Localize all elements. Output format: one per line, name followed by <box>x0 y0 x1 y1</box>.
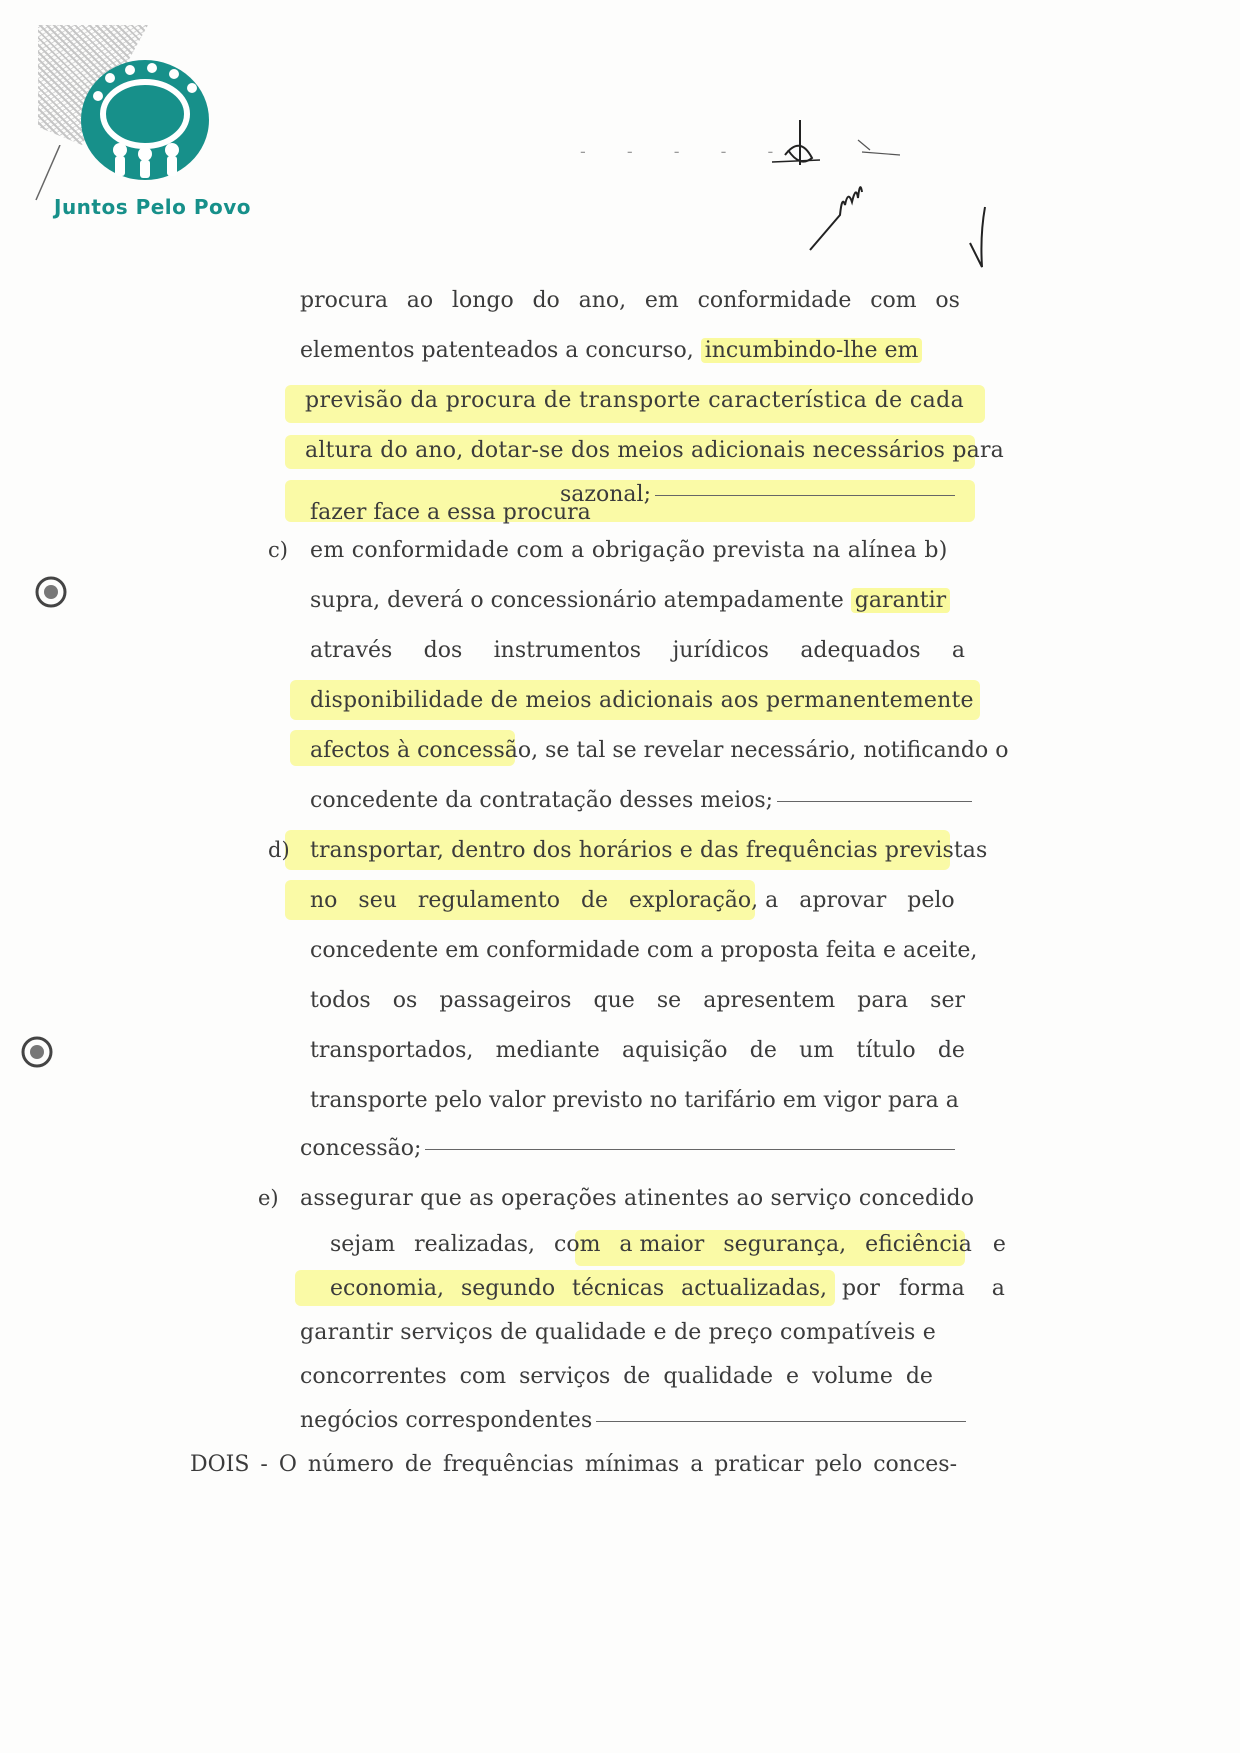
item-label-d: d) <box>268 838 290 862</box>
text-line <box>310 588 950 614</box>
stamp-icon <box>34 575 68 609</box>
logo-people-icon <box>80 58 210 183</box>
text-line <box>310 788 972 814</box>
word: de <box>749 1038 777 1063</box>
word: que <box>593 988 635 1013</box>
text-line: altura do ano, dotar-se dos meios adicionais necessários para <box>305 438 1005 463</box>
text: a <box>991 1276 1005 1301</box>
word: dos <box>423 638 463 663</box>
text: supra, deverá o concessionário atempadamente <box>310 588 844 613</box>
word: todos <box>310 988 371 1013</box>
word: em <box>644 288 679 313</box>
text-line <box>310 1038 965 1064</box>
text: por forma <box>841 1276 965 1301</box>
word: de <box>937 1038 965 1063</box>
word: ser <box>930 988 965 1013</box>
text-line <box>330 1232 1006 1258</box>
word: um <box>799 1038 835 1063</box>
handwritten-tick <box>960 205 1000 275</box>
logo-line-decoration <box>30 145 70 205</box>
word: procura <box>300 288 388 313</box>
word: com <box>870 288 917 313</box>
highlighted-text: garantir <box>851 588 950 613</box>
faint-dash-marks: - - - - - <box>580 142 792 161</box>
logo <box>30 25 270 225</box>
text: economia, segundo técnicas actualizadas, <box>330 1276 827 1301</box>
text-line: transportar, dentro dos horários e das frequências previstas <box>310 838 988 863</box>
word: os <box>935 288 960 313</box>
text-line: em conformidade com a obrigação prevista na alínea b) <box>310 538 948 563</box>
word: mediante <box>495 1038 600 1063</box>
word: ano, <box>578 288 627 313</box>
word: adequados <box>800 638 921 663</box>
text: negócios correspondentes <box>300 1408 593 1433</box>
text-line: concedente em conformidade com a proposta feita e aceite, <box>310 938 978 963</box>
text: concedente da contratação desses meios; <box>310 788 774 813</box>
word: longo <box>451 288 514 313</box>
text: maior segurança, eficiência <box>639 1232 972 1257</box>
word: passageiros <box>439 988 572 1013</box>
text: concessão; <box>300 1136 422 1161</box>
word: do <box>532 288 560 313</box>
item-label-c: c) <box>268 538 288 562</box>
text: se tal se revelar necessário, notificando o <box>545 738 1009 763</box>
text-line: fazer face a essa procura <box>310 500 591 525</box>
item-label-e: e) <box>258 1186 279 1210</box>
logo-text: Juntos Pelo Povo <box>54 195 252 219</box>
text-line: disponibilidade de meios adicionais aos permanentemente <box>310 688 974 713</box>
word: apresentem <box>703 988 836 1013</box>
word: a <box>951 638 965 663</box>
text-line <box>560 482 955 508</box>
text-line <box>300 338 922 364</box>
text-line <box>310 638 965 664</box>
highlighted-text: incumbindo-lhe em <box>701 338 923 363</box>
section-line: DOIS - O número de frequências mínimas a praticar pelo conces- <box>190 1452 958 1477</box>
word: os <box>392 988 418 1013</box>
text-line: garantir serviços de qualidade e de preço compatíveis e <box>300 1320 936 1345</box>
word: jurídicos <box>672 638 769 663</box>
word: para <box>857 988 909 1013</box>
text-line <box>310 988 965 1014</box>
text-line <box>300 1136 955 1162</box>
text: afectos à concessão, <box>310 738 539 763</box>
text-line: concorrentes com serviços de qualidade e volume de <box>300 1364 933 1389</box>
word: instrumentos <box>493 638 642 663</box>
word: através <box>310 638 393 663</box>
handwritten-signature <box>770 110 910 260</box>
word: se <box>656 988 682 1013</box>
stamp-icon <box>20 1035 54 1069</box>
text-line: assegurar que as operações atinentes ao serviço concedido <box>300 1186 975 1211</box>
text-line <box>310 738 1008 764</box>
text: no seu regulamento de exploração, <box>310 888 759 913</box>
word: aquisição <box>622 1038 728 1063</box>
text-line <box>300 1408 966 1434</box>
text: elementos patenteados a concurso, <box>300 338 694 363</box>
word: transportados, <box>310 1038 474 1063</box>
word: título <box>856 1038 916 1063</box>
text-line <box>310 888 955 914</box>
text: sazonal; <box>560 482 651 507</box>
text: sejam realizadas, com a <box>330 1232 633 1257</box>
word: ao <box>406 288 434 313</box>
text: a aprovar pelo <box>765 888 955 913</box>
text-line: transporte pelo valor previsto no tarifário em vigor para a <box>310 1088 959 1113</box>
text-line: previsão da procura de transporte característica de cada <box>305 388 965 413</box>
text: e <box>992 1232 1006 1257</box>
text-line <box>300 288 960 314</box>
text-line <box>330 1276 1005 1302</box>
word: conformidade <box>697 288 852 313</box>
